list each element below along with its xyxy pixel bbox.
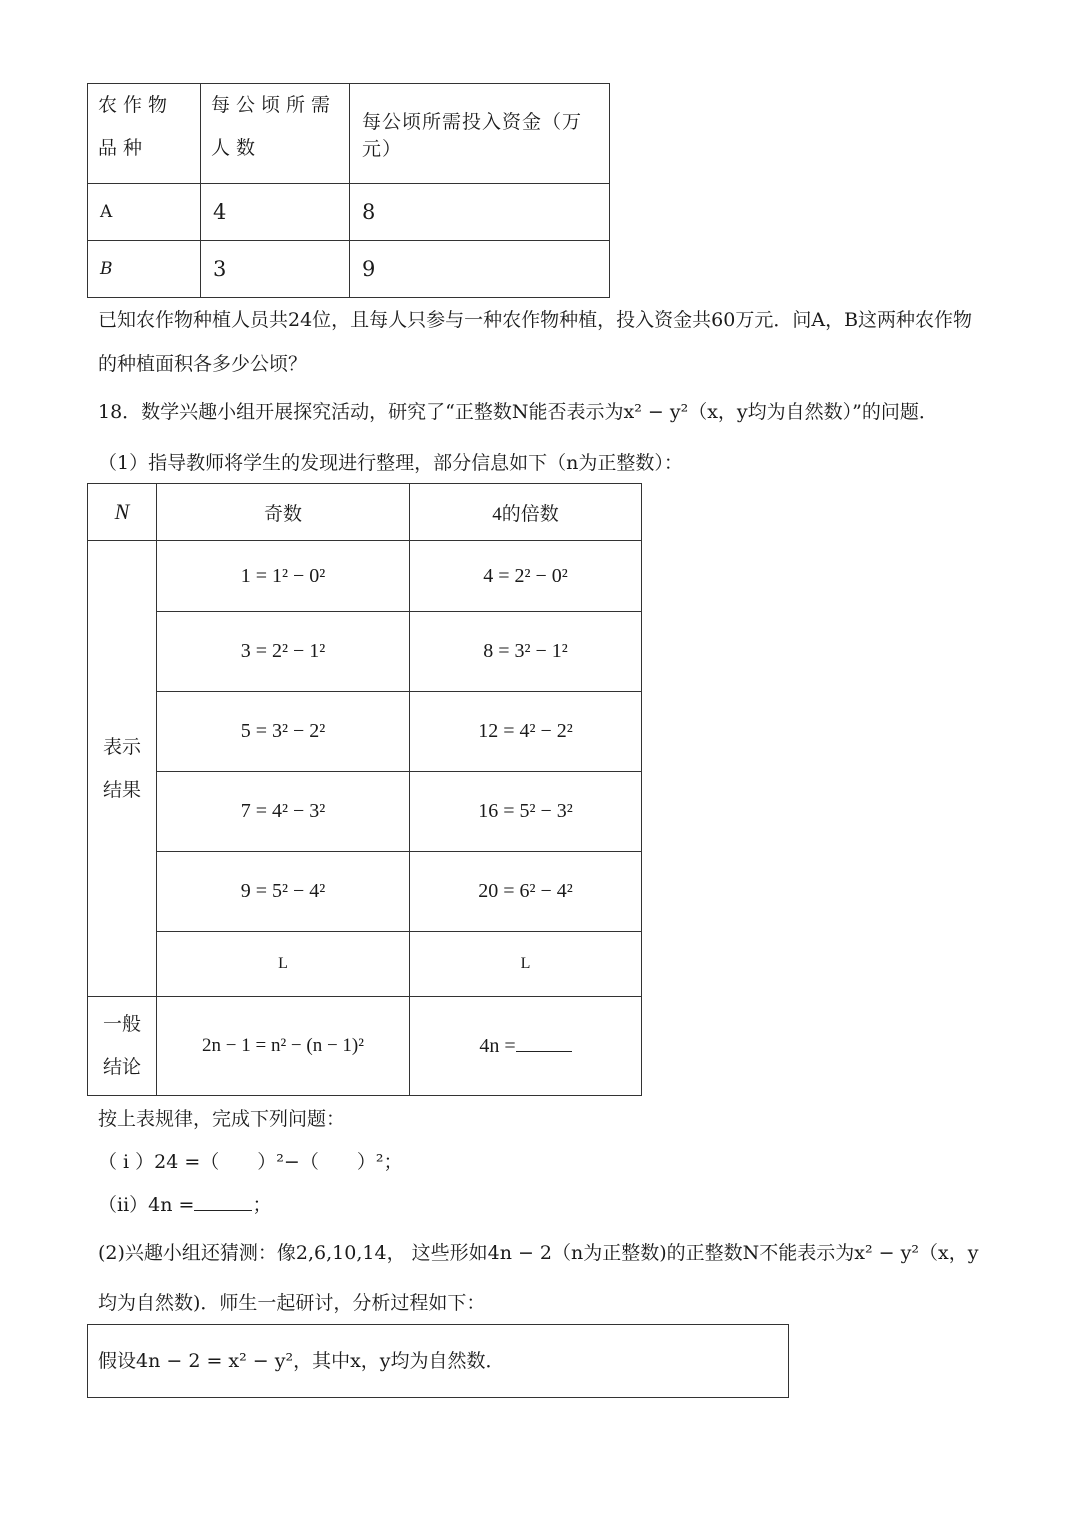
crop-people: 4 <box>201 184 350 241</box>
odd-example: 1 = 1² − 0² <box>157 541 410 612</box>
answer-blank[interactable] <box>516 1051 572 1052</box>
odd-example: 9 = 5² − 4² <box>157 852 410 932</box>
problem18-intro: 18．数学兴趣小组开展探究活动，研究了“正整数N能否表示为x² − y²（x，y均为自然数）”的问题． <box>98 401 938 423</box>
crop-funds: 9 <box>350 241 610 298</box>
question-ii-end: ； <box>252 1194 272 1216</box>
analysis-box-text: 假设4n − 2 = x² − y²，其中x，y均为自然数． <box>98 1350 505 1372</box>
mult4-example: 4 = 2² − 0² <box>410 541 642 612</box>
mult4-example: 8 = 3² − 1² <box>410 612 642 692</box>
mult4-example: 12 = 4² − 2² <box>410 692 642 772</box>
part1-intro: （1）指导教师将学生的发现进行整理，部分信息如下（n为正整数）： <box>98 452 683 474</box>
part2-line2: 均为自然数)．师生一起研讨，分析过程如下： <box>98 1292 486 1314</box>
crop-header-funds: 每公顷所需投入资金（万元） <box>350 84 610 184</box>
ellipsis-mult4: L <box>410 932 642 997</box>
table-row <box>88 692 642 772</box>
row-label-results-text: 表示结果 <box>102 736 141 801</box>
problem17-line2: 的种植面积各多少公顷？ <box>98 353 308 375</box>
odd-example: 7 = 4² − 3² <box>157 772 410 852</box>
row-label-general-text: 一般结论 <box>102 1014 141 1078</box>
table-row <box>88 932 642 997</box>
question-i: （ i ）24 =（ ）²−（ ）²； <box>98 1151 403 1173</box>
mult4-general-text: 4n = <box>479 1034 516 1057</box>
header-odd: 奇数 <box>157 484 410 541</box>
row-label-results <box>88 541 157 997</box>
question-ii-text: （ii）4n = <box>98 1194 195 1216</box>
odd-example: 5 = 3² − 2² <box>157 692 410 772</box>
follow-text: 按上表规律，完成下列问题： <box>98 1108 346 1130</box>
crop-table <box>87 83 610 298</box>
mult4-example: 20 = 6² − 4² <box>410 852 642 932</box>
mult4-example: 16 = 5² − 3² <box>410 772 642 852</box>
odd-general: 2n − 1 = n² − (n − 1)² <box>157 997 410 1096</box>
header-multiple-of-4: 4的倍数 <box>410 484 642 541</box>
header-n: N <box>88 484 157 541</box>
crop-header-variety: 农作物品种 <box>88 84 201 184</box>
crop-name: B <box>88 241 201 298</box>
row-label-general <box>88 997 157 1096</box>
answer-blank[interactable] <box>194 1210 252 1211</box>
analysis-box <box>87 1324 789 1398</box>
crop-header-people: 每公顷所需人数 <box>201 84 350 184</box>
table-row <box>88 541 642 612</box>
question-ii <box>98 1191 271 1219</box>
ellipsis-odd: L <box>157 932 410 997</box>
table-row <box>88 612 642 692</box>
part2-line1: (2)兴趣小组还猜测：像2,6,10,14， 这些形如4n − 2（n为正整数)的正整数N不能表示为x² − y²（x，y <box>98 1242 979 1264</box>
table-row <box>88 241 610 298</box>
table-row <box>88 772 642 852</box>
table-row <box>88 997 642 1096</box>
crop-funds: 8 <box>350 184 610 241</box>
mult4-general <box>410 997 642 1096</box>
crop-name: A <box>88 184 201 241</box>
crop-people: 3 <box>201 241 350 298</box>
odd-example: 3 = 2² − 1² <box>157 612 410 692</box>
representation-table <box>87 483 642 1096</box>
table-row <box>88 852 642 932</box>
problem17-line1: 已知农作物种植人员共24位，且每人只参与一种农作物种植，投入资金共60万元．问A，B这两种农作物 <box>98 309 973 331</box>
table-row <box>88 184 610 241</box>
